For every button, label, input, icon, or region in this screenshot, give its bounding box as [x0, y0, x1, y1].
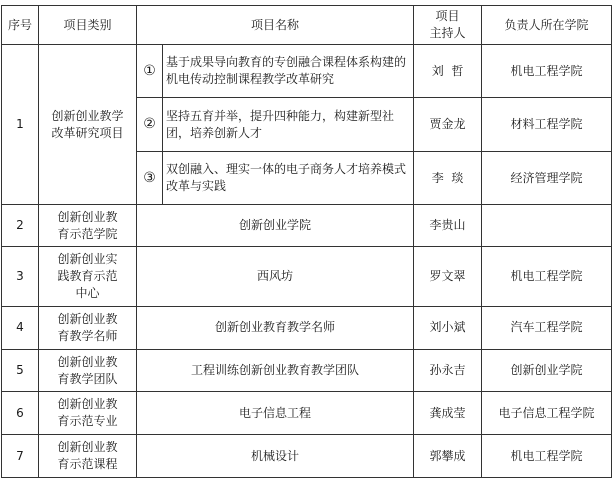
cell-category: 创新创业教 育教学名师 — [39, 306, 137, 349]
cell-seq: 7 — [2, 435, 39, 478]
cell-project-name: 坚持五育并举，提升四种能力，构建新型社团，培养创新人才 — [163, 98, 414, 151]
cell-project-name: 电子信息工程 — [137, 392, 414, 435]
cell-project-name: 创新创业学院 — [137, 205, 414, 247]
cell-college: 创新创业学院 — [482, 349, 612, 392]
header-name: 项目名称 — [137, 6, 414, 45]
cell-host: 孙永吉 — [414, 349, 482, 392]
header-college: 负责人所在学院 — [482, 6, 612, 45]
cell-category: 创新创业教 育示范课程 — [39, 435, 137, 478]
cell-college: 机电工程学院 — [482, 45, 612, 98]
cell-college: 汽车工程学院 — [482, 306, 612, 349]
cell-category: 创新创业实 践教育示范 中心 — [39, 247, 137, 307]
cell-seq: 4 — [2, 306, 39, 349]
header-host: 项目 主持人 — [414, 6, 482, 45]
table-row — [2, 392, 612, 435]
subitem-mark: ② — [137, 98, 163, 151]
table-row — [2, 205, 612, 247]
cell-project-name: 基于成果导向教育的专创融合课程体系构建的机电传动控制课程教学改革研究 — [163, 45, 414, 98]
project-table — [1, 5, 612, 478]
cell-college: 经济管理学院 — [482, 151, 612, 204]
cell-college: 材料工程学院 — [482, 98, 612, 151]
cell-seq: 1 — [2, 45, 39, 205]
cell-host: 郭攀成 — [414, 435, 482, 478]
header-category: 项目类别 — [39, 6, 137, 45]
cell-seq: 6 — [2, 392, 39, 435]
cell-college: 机电工程学院 — [482, 247, 612, 307]
table-row — [2, 247, 612, 307]
subitem-mark: ① — [137, 45, 163, 98]
table-row — [2, 306, 612, 349]
subitem-mark: ③ — [137, 151, 163, 204]
cell-project-name: 创新创业教育教学名师 — [137, 306, 414, 349]
cell-host: 李贵山 — [414, 205, 482, 247]
cell-college — [482, 205, 612, 247]
cell-project-name: 双创融入、理实一体的电子商务人才培养模式改革与实践 — [163, 151, 414, 204]
cell-seq: 3 — [2, 247, 39, 307]
cell-category: 创新创业教 育教学团队 — [39, 349, 137, 392]
cell-college: 机电工程学院 — [482, 435, 612, 478]
header-seq: 序号 — [2, 6, 39, 45]
cell-project-name: 机械设计 — [137, 435, 414, 478]
cell-category: 创新创业教 育示范专业 — [39, 392, 137, 435]
cell-seq: 5 — [2, 349, 39, 392]
cell-host: 李 琰 — [414, 151, 482, 204]
cell-project-name: 西风坊 — [137, 247, 414, 307]
cell-host: 刘 哲 — [414, 45, 482, 98]
cell-college: 电子信息工程学院 — [482, 392, 612, 435]
cell-category: 创新创业教学 改革研究项目 — [39, 45, 137, 205]
cell-host: 罗文翠 — [414, 247, 482, 307]
table-row — [2, 435, 612, 478]
cell-seq: 2 — [2, 205, 39, 247]
header-row — [2, 6, 612, 45]
cell-host: 龚成莹 — [414, 392, 482, 435]
cell-host: 贾金龙 — [414, 98, 482, 151]
table-row — [2, 349, 612, 392]
cell-project-name: 工程训练创新创业教育教学团队 — [137, 349, 414, 392]
table-row — [2, 45, 612, 98]
cell-host: 刘小斌 — [414, 306, 482, 349]
cell-category: 创新创业教 育示范学院 — [39, 205, 137, 247]
